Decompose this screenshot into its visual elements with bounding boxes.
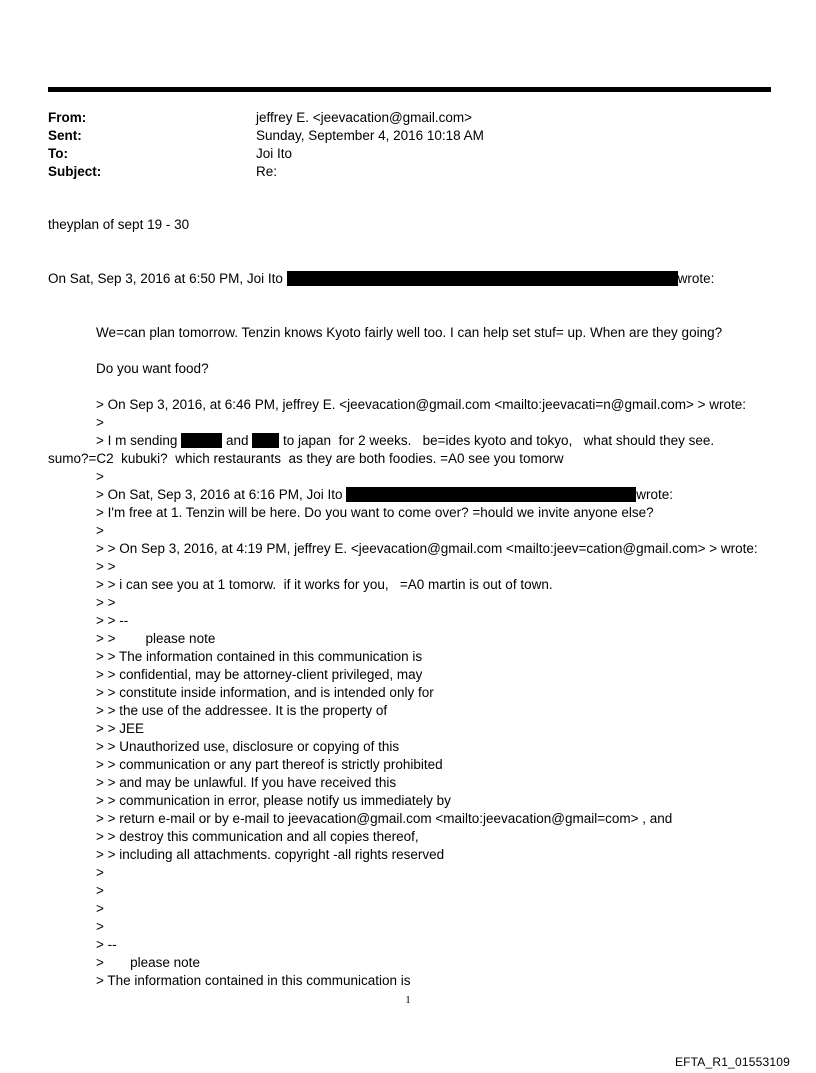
disclaimer-line: > > confidential, may be attorney-client privileged, may (96, 667, 423, 682)
free-line: > I'm free at 1. Tenzin will be here. Do you want to come over? =hould we invite anyone else? (96, 505, 654, 520)
to-label: To: (48, 146, 68, 161)
subject-label: Subject: (48, 164, 102, 179)
opening-line: theyplan of sept 19 - 30 (48, 217, 190, 232)
disclaimer-line: > > communication or any part thereof is strictly prohibited (96, 757, 443, 772)
disclaimer-line: > > and may be unlawful. If you have received this (96, 775, 397, 790)
signature-separator: > > -- (96, 613, 129, 628)
quote-marker: > > (96, 559, 116, 574)
quote-marker: > (96, 415, 104, 430)
quote-header-3 (96, 486, 673, 504)
quote-marker: > (96, 901, 104, 916)
quote-marker: > (96, 883, 104, 898)
quote-marker: > (96, 469, 104, 484)
please-note-line: > please note (96, 955, 200, 970)
page-number: 1 (405, 994, 411, 1006)
sumo-line: sumo?=C2 kubuki? which restaurants as they are both foodies. =A0 see you tomorw (48, 451, 564, 466)
disclaimer-line: > > the use of the addressee. It is the property of (96, 703, 388, 718)
plan-line: We=can plan tomorrow. Tenzin knows Kyoto fairly well too. I can help set stuf= up. When are they going? (96, 325, 723, 340)
quote-marker: > (96, 523, 104, 538)
document-id-stamp: EFTA_R1_01553109 (674, 1055, 790, 1069)
sending-line-c: to japan for 2 weeks. be=ides kyoto and tokyo, what should they see. (283, 433, 715, 448)
disclaimer-line: > > constitute inside information, and is intended only for (96, 685, 434, 700)
disclaimer-line: > > destroy this communication and all copies thereof, (96, 829, 419, 844)
from-label: From: (48, 110, 87, 125)
quote-marker: > > (96, 595, 116, 610)
redaction-block (252, 433, 279, 448)
quote-header-2: > On Sep 3, 2016, at 6:46 PM, jeffrey E. <jeevacation@gmail.com <mailto:jeevacati=n@gmail.com> > wrote: (96, 397, 746, 412)
quote-marker: > (96, 865, 104, 880)
quote-header-3-suffix: wrote: (636, 487, 674, 502)
disclaimer-line: > > including all attachments. copyright -all rights reserved (96, 847, 445, 862)
disclaimer-line: > The information contained in this communication is (96, 973, 411, 988)
sent-label: Sent: (48, 128, 82, 143)
disclaimer-line: > > Unauthorized use, disclosure or copying of this (96, 739, 400, 754)
sent-value: Sunday, September 4, 2016 10:18 AM (256, 128, 484, 143)
sending-line-a: > I m sending (96, 433, 178, 448)
subject-value: Re: (256, 164, 278, 179)
disclaimer-line: > > return e-mail or by e-mail to jeevacation@gmail.com <mailto:jeevacation@gmail=com> , and (96, 811, 673, 826)
redaction-block (181, 433, 222, 448)
quote-header-1-prefix: On Sat, Sep 3, 2016 at 6:50 PM, Joi Ito (48, 271, 283, 286)
quote-header-4: > > On Sep 3, 2016, at 4:19 PM, jeffrey E. <jeevacation@gmail.com <mailto:jeev=cation@gmail.com> > wrote: (96, 541, 758, 556)
to-value: Joi Ito (256, 146, 293, 161)
redaction-block (346, 487, 636, 502)
quote-header-1-suffix: wrote: (677, 271, 715, 286)
disclaimer-line: > > JEE (96, 721, 145, 736)
food-line: Do you want food? (96, 361, 209, 376)
disclaimer-line: > > The information contained in this communication is (96, 649, 423, 664)
header-rule (48, 87, 771, 92)
disclaimer-line: > > communication in error, please notify us immediately by (96, 793, 451, 808)
redaction-block (287, 271, 678, 286)
sending-line (96, 432, 714, 450)
quote-marker: > (96, 919, 104, 934)
quote-header-3-prefix: > On Sat, Sep 3, 2016 at 6:16 PM, Joi Ito (96, 487, 343, 502)
see-you-line: > > i can see you at 1 tomorw. if it works for you, =A0 martin is out of town. (96, 577, 553, 592)
from-value: jeffrey E. <jeevacation@gmail.com> (256, 110, 473, 125)
quote-header-1 (48, 270, 714, 288)
sending-line-b: and (225, 433, 249, 448)
please-note-line: > > please note (96, 631, 216, 646)
signature-separator: > -- (96, 937, 117, 952)
